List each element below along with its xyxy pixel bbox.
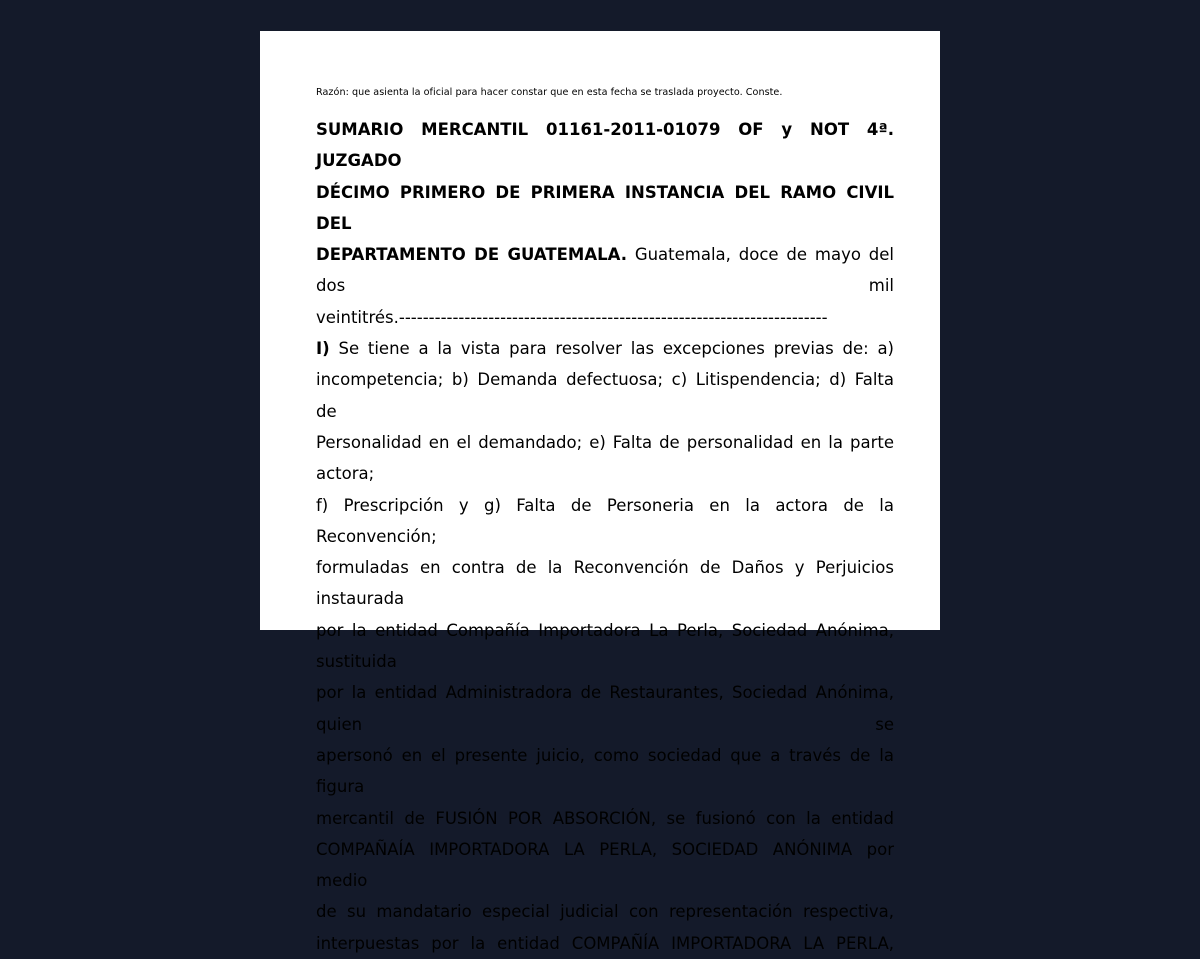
document-line-text: f) Prescripción y g) Falta de Personeria en la actora de la Reconvención; (316, 495, 894, 546)
document-line (316, 552, 894, 615)
document-line-text: formuladas en contra de la Reconvención de Daños y Perjuicios instaurada (316, 558, 894, 609)
document-line-text: Se tiene a la vista para resolver las excepciones previas de: a) (329, 339, 894, 359)
document-line (316, 333, 894, 364)
document-line (316, 302, 894, 333)
document-line-text: incompetencia; b) Demanda defectuosa; c) Litispendencia; d) Falta de (316, 370, 894, 421)
document-line (316, 677, 894, 740)
document-line (316, 834, 894, 897)
document-line (316, 114, 894, 177)
document-line (316, 239, 894, 302)
document-line-text: DÉCIMO PRIMERO DE PRIMERA INSTANCIA DEL RAMO CIVIL DEL (316, 182, 894, 233)
document-line-text: de su mandatario especial judicial con representación respectiva, (316, 902, 894, 922)
document-line (316, 364, 894, 427)
document-line (316, 928, 894, 959)
document-line-text: Guatemala, doce de mayo del dos mil (316, 245, 894, 296)
document-line (316, 177, 894, 240)
document-line-text: veintitrés.------------------------------------------------------------------------ (316, 307, 828, 327)
document-line-text: mercantil de FUSIÓN POR ABSORCIÓN, se fusionó con la entidad (316, 808, 894, 828)
document-line (316, 490, 894, 553)
document-line-text: por la entidad Compañía Importadora La Perla, Sociedad Anónima, sustituida (316, 620, 894, 672)
document-line (316, 615, 894, 678)
document-text-body (316, 86, 894, 959)
document-line-text: SUMARIO MERCANTIL 01161-2011-01079 OF y NOT 4ª. JUZGADO (316, 120, 894, 171)
document-line-text: por la entidad Administradora de Restaurantes, Sociedad Anónima, quien se (316, 683, 894, 734)
document-line-text: apersonó en el presente juicio, como sociedad que a través de la figura (316, 745, 894, 797)
document-line (316, 803, 894, 834)
document-line-bold-prefix: I) (316, 339, 330, 359)
document-line-text: interpuestas por la entidad COMPAÑÍA IMPORTADORA LA PERLA, (316, 933, 894, 953)
document-line-text: COMPAÑAÍA IMPORTADORA LA PERLA, SOCIEDAD ANÓNIMA por medio (316, 839, 894, 891)
document-page (260, 31, 940, 953)
document-paragraph-lines (316, 114, 894, 959)
document-line-text: Personalidad en el demandado; e) Falta de personalidad en la parte actora; (316, 432, 894, 484)
document-line (316, 427, 894, 490)
document-line (316, 740, 894, 803)
document-line-bold-prefix: DEPARTAMENTO DE GUATEMALA. (316, 245, 627, 265)
document-line (316, 896, 894, 927)
razon-annotation-line: Razón: que asienta la oficial para hacer constar que en esta fecha se traslada proyecto. Conste. (316, 87, 783, 98)
